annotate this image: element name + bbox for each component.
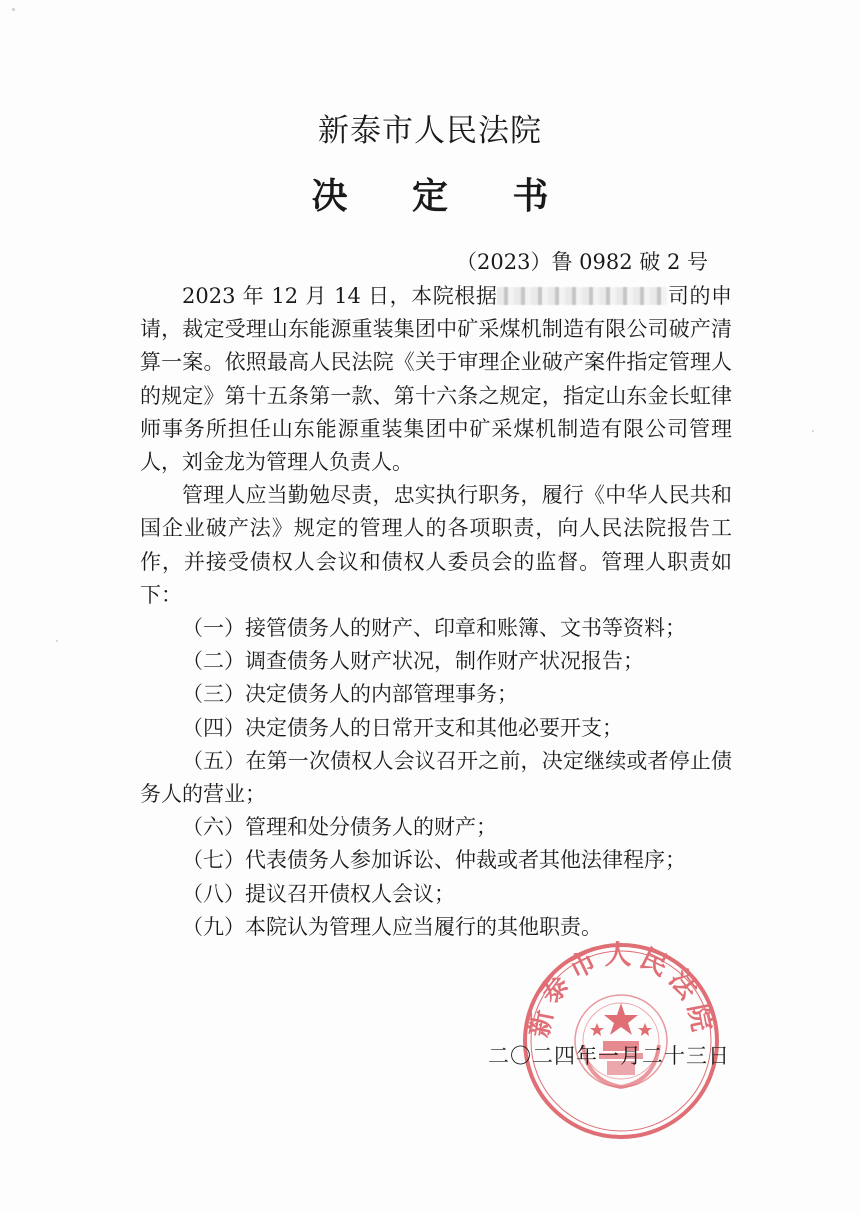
paragraph-duties-intro: 管理人应当勤勉尽责，忠实执行职务，履行《中华人民共和国企业破产法》规定的管理人的各项职责，向人民法院报告工作，并接受债权人会议和债权人委员会的监督。管理人职责如下： <box>140 483 732 607</box>
duty-item: （三）决定债务人的内部管理事务； <box>182 682 518 707</box>
redacted-applicant <box>497 287 667 305</box>
scan-speck <box>812 430 814 432</box>
paragraph-appointment-start: 2023 年 12 月 14 日，本院根据 <box>182 284 498 308</box>
decision-body <box>140 280 732 944</box>
duty-item: （九）本院认为管理人应当履行的其他职责。 <box>182 914 602 939</box>
case-number: （2023）鲁 0982 破 2 号 <box>456 250 708 274</box>
duty-item: （八）提议召开债权人会议； <box>182 881 455 906</box>
duty-item: （七）代表债务人参加诉讼、仲裁或者其他法律程序； <box>182 848 686 873</box>
duty-item: （五）在第一次债权人会议召开之前，决定继续或者停止债务人的营业； <box>140 748 732 807</box>
duty-item: （二）调查债务人财产状况，制作财产状况报告； <box>182 649 644 674</box>
scan-speck <box>56 640 58 642</box>
svg-text:新泰市人民法院: 新泰市人民法院 <box>523 941 719 1040</box>
duty-item: （四）决定债务人的日常开支和其他必要开支； <box>182 715 623 740</box>
court-name: 新泰市人民法院 <box>318 113 542 149</box>
duty-item: （六）管理和处分债务人的财产； <box>182 815 497 840</box>
decision-date: 二〇二四年一月二十三日 <box>488 1044 730 1068</box>
paragraph-appointment <box>140 280 732 479</box>
paragraph-appointment-rest: 司的申请，裁定受理山东能源重装集团中矿采煤机制造有限公司破产清算一案。依照最高人民法院《关于审理企业破产案件指定管理人的规定》第十五条第一款、第十六条之规定，指定山东金长虹律师事务所担任山东能源重装集团中矿采煤机制造有限公司管理人，刘金龙为管理人负责人。 <box>140 284 732 475</box>
duty-item: （一）接管债务人的财产、印章和账簿、文书等资料； <box>182 616 686 641</box>
scan-speck <box>12 8 15 11</box>
document-type-title: 决 定 书 <box>311 175 575 217</box>
